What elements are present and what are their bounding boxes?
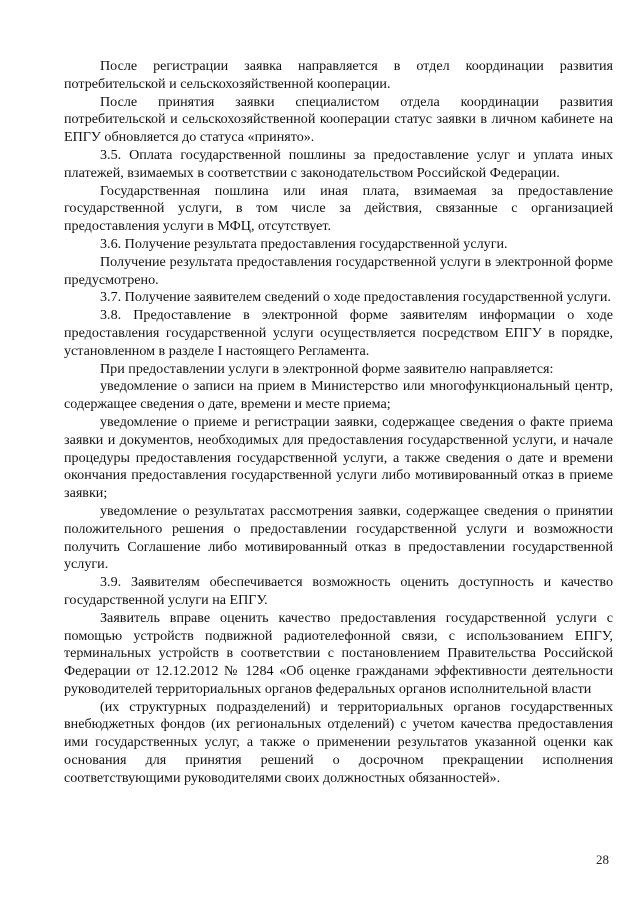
paragraph-section-3-6: 3.6. Получение результата предоставления государственной услуги. [100,235,508,252]
page-number: 28 [596,852,609,867]
paragraph-status-accepted: После принятия заявки специалистом отдела координации развития потребительской и сельскохозяйственной кооперации статус заявки в личном кабинете на ЕПГУ обновляется до статуса «принято». [64,93,613,146]
paragraph-quality-assessment: Заявитель вправе оценить качество предоставления государственной услуги с помощью устройств подвижной радиотелефонной связи, с использованием ЕПГУ, терминальных устройств в соответствии с постановлением Правительства Российской Федерации от 12.12.2012 № 1284 «Об оценке гражданами эффективности деятельности руководителей территориальных органов федеральных органов исполнительной власти [64,609,613,697]
document-body [64,58,613,788]
paragraph-section-3-7: 3.7. Получение заявителем сведений о ходе предоставления государственной услуги. [100,289,611,306]
paragraph-notification-registration: уведомление о приеме и регистрации заявки, содержащее сведения о факте приема заявки и документов, необходимых для предоставления государственной услуги, и начале процедуры предоставления государственной услуги, а также сведения о дате и времени окончания предоставления государственной услуги либо мотивированный отказ в приеме заявки; [64,413,613,502]
paragraph-notification-appointment: уведомление о записи на прием в Министерство или многофункциональный центр, содержащее сведения о дате, времени и месте приема; [64,378,613,413]
paragraph-registration-routing: После регистрации заявка направляется в отдел координации развития потребительской и сельскохозяйственной кооперации. [64,58,613,92]
paragraph-notifications-intro: При предоставлении услуги в электронной форме заявителю направляется: [100,360,554,377]
paragraph-quality-assessment-continued: (их структурных подразделений) и территориальных органов государственных внебюджетных фондов (их региональных отделений) с учетом качества предоставления ими государственных услуг, а также о применении результатов указанной оценки как основания для принятия решений о досрочном прекращении исполнения соответствующими руководителями своих должностных обязанностей». [64,698,613,786]
paragraph-section-3-9: 3.9. Заявителям обеспечивается возможность оценить доступность и качество государственной услуги на ЕПГУ. [64,574,613,608]
paragraph-electronic-result: Получение результата предоставления государственной услуги в электронной форме предусмотрено. [64,253,613,288]
paragraph-section-3-5: 3.5. Оплата государственной пошлины за предоставление услуг и уплата иных платежей, взимаемых в соответствии с законодательством Российской Федерации. [64,146,613,181]
paragraph-section-3-8: 3.8. Предоставление в электронной форме заявителям информации о ходе предоставления государственной услуги осуществляется посредством ЕПГУ в порядке, установленном в разделе I настоящего Регламента. [64,307,613,359]
paragraph-fee-absent: Государственная пошлина или иная плата, взимаемая за предоставление государственной услуги, в том числе за действия, связанные с организацией предоставления услуги в МФЦ, отсутствует. [64,182,613,235]
paragraph-notification-results: уведомление о результатах рассмотрения заявки, содержащее сведения о принятии положительного решения о предоставлении государственной услуги и возможности получить Соглашение либо мотивированный отказ в предоставлении государственной услуги. [64,502,613,573]
